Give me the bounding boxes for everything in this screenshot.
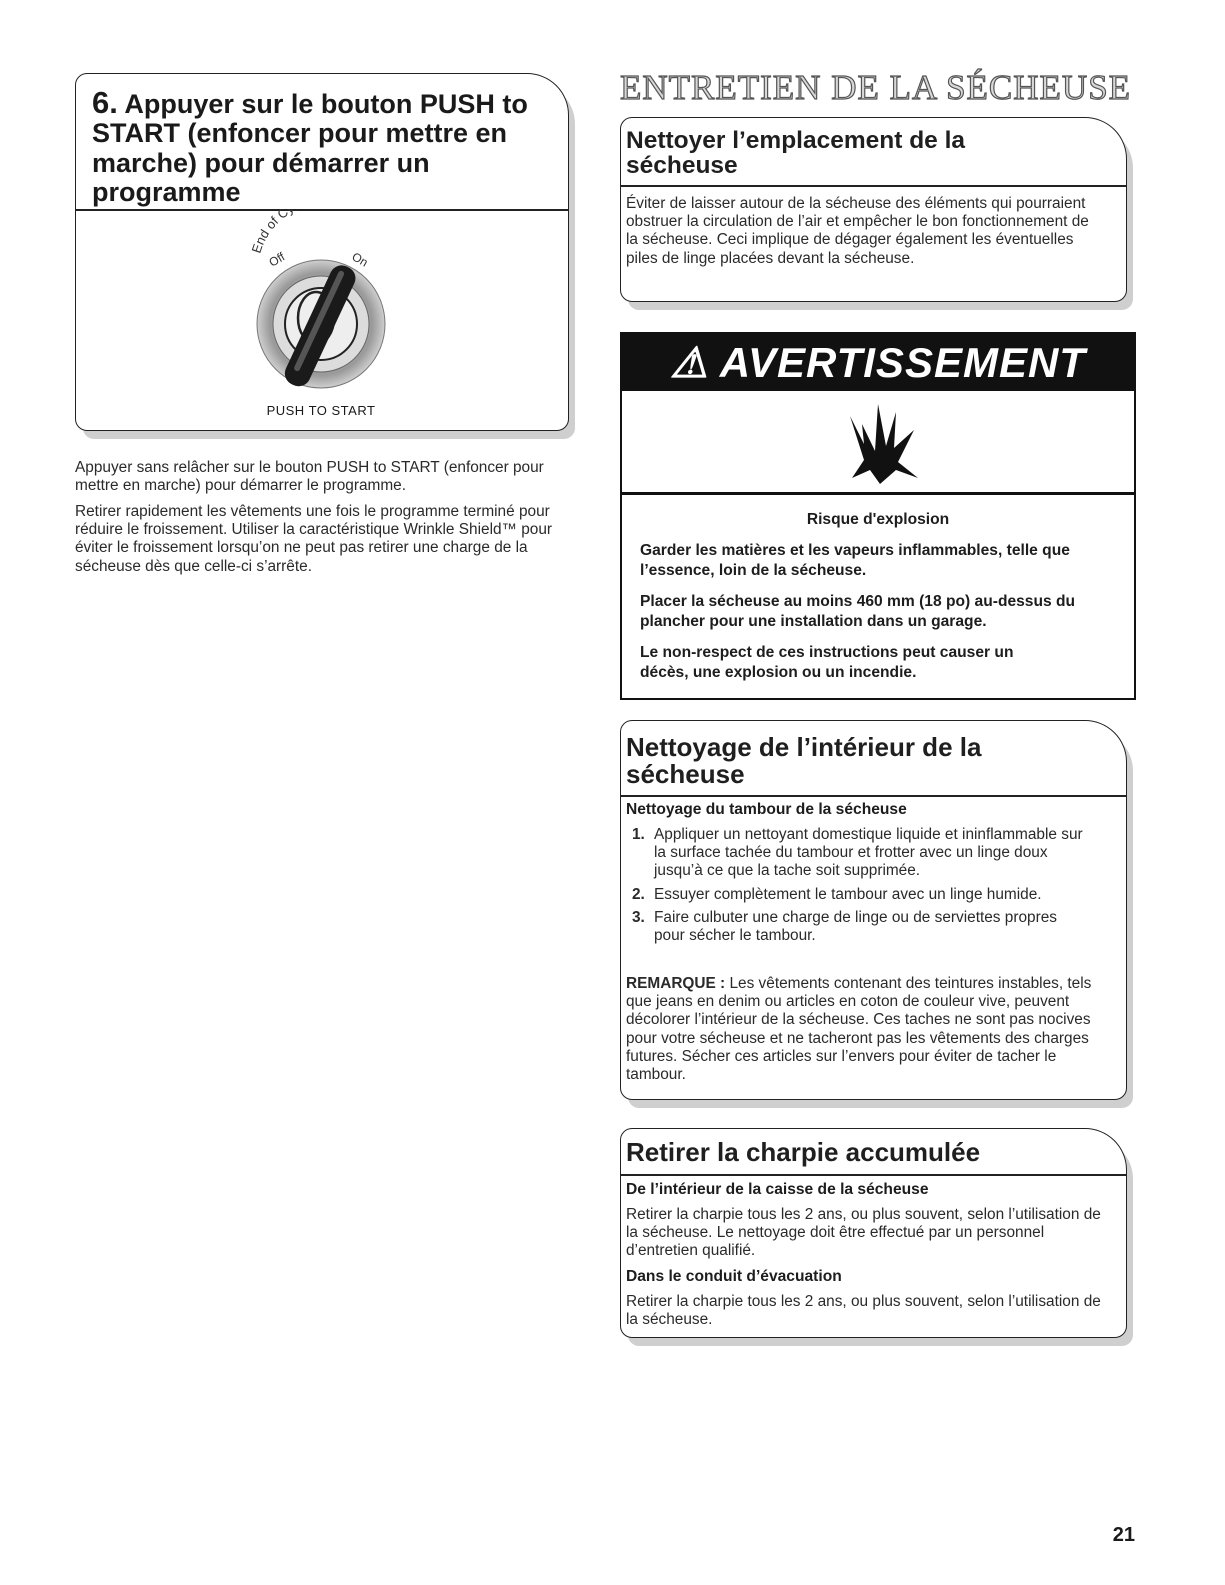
box-location-body: Éviter de laisser autour de la sécheuse des éléments qui pourraient obstruer la circulation de l’air et empêcher le bon fonctionnement de la sécheuse. Ceci implique de dégager également les éventuelles piles de linge placées devant la sécheuse. bbox=[626, 195, 1089, 267]
list-item: 2. Essuyer complètement le tambour avec un linge humide. bbox=[632, 885, 1042, 903]
warning-line-2: Placer la sécheuse au moins 460 mm (18 po) au-dessus du plancher pour une installation dans un garage. bbox=[640, 593, 1076, 631]
svg-text:End of Cycle Signal bbox=[249, 209, 354, 255]
interior-steps-list bbox=[632, 826, 1092, 950]
interior-note bbox=[626, 975, 1096, 1084]
step-6-title bbox=[92, 86, 532, 207]
warning-separator bbox=[622, 492, 1134, 495]
box-lint-subhead-2: Dans le conduit d’évacuation bbox=[626, 1268, 842, 1285]
note-label: REMARQUE : bbox=[626, 975, 726, 992]
dial-illustration bbox=[75, 209, 567, 431]
list-item: 3. Faire culbuter une charge de linge ou de serviettes propres pour sécher le tambour. bbox=[632, 908, 1057, 944]
page-number: 21 bbox=[1112, 1524, 1135, 1546]
box-interior-divider bbox=[620, 795, 1127, 797]
explosion-icon bbox=[842, 396, 922, 486]
warning-line-1: Garder les matières et les vapeurs inflammables, telle que l’essence, loin de la sécheuse. bbox=[640, 542, 1070, 580]
box-lint-text-2: Retirer la charpie tous les 2 ans, ou plus souvent, selon l’utilisation de la sécheuse. bbox=[626, 1293, 1101, 1329]
box-interior-subhead: Nettoyage du tambour de la sécheuse bbox=[626, 801, 907, 818]
box-location-title: Nettoyer l’emplacement de la sécheuse bbox=[626, 127, 966, 180]
warning-title: ⚠ AVERTISSEMENT bbox=[670, 339, 1086, 386]
step-paragraph-2: Retirer rapidement les vêtements une fois le programme terminé pour réduire le froissement. Utiliser la caractéristique Wrinkle Shield™ pour éviter le froissement lorsqu’on ne peut pas retirer une charge de la sécheuse dès que celle-ci s’arrête. bbox=[75, 503, 553, 575]
warning-line-3: Le non-respect de ces instructions peut causer un décès, une explosion ou un incendie. bbox=[640, 644, 1014, 682]
box-lint-text-1: Retirer la charpie tous les 2 ans, ou plus souvent, selon l’utilisation de la sécheuse. Le nettoyage doit être effectué par un personnel d’entretien qualifié. bbox=[626, 1206, 1101, 1260]
box-location-divider bbox=[620, 185, 1127, 187]
step-number: 6. bbox=[92, 85, 118, 120]
warning-subtitle: Risque d'explosion bbox=[806, 511, 950, 528]
dial-arc-label: End of C bbox=[248, 209, 291, 255]
note-text: Les vêtements contenant des teintures instables, tels que jeans en denim ou articles en coton de couleur vive, peuvent décolorer l’intérieur de la sécheuse. Ces taches ne sont pas nocives pour votre sécheuse et ne tacheront pas les vêtements des charges futures. Sécher ces articles sur l’envers pour éviter de tacher le tambour. bbox=[626, 975, 1092, 1083]
box-lint-title: Retirer la charpie accumulée bbox=[626, 1137, 981, 1167]
step-title-text: Appuyer sur le bouton PUSH to START (enfoncer pour mettre en marche) pour démarrer un programme bbox=[92, 89, 528, 207]
warning-panel bbox=[620, 332, 1136, 700]
box-lint-divider bbox=[620, 1174, 1127, 1176]
dial-off-label: Off bbox=[266, 249, 288, 270]
push-to-start-label: PUSH TO START bbox=[266, 403, 376, 418]
step-paragraph-1: Appuyer sans relâcher sur le bouton PUSH to START (enfoncer pour mettre en marche) pour démarrer le programme. bbox=[75, 459, 544, 495]
list-item: 1. Appliquer un nettoyant domestique liquide et ininflammable sur la surface tachée du tambour et frotter avec un linge doux jusqu’à ce que la tache soit supprimée. bbox=[632, 826, 1083, 880]
box-interior-title: Nettoyage de l’intérieur de la sécheuse bbox=[626, 732, 982, 789]
box-lint-subhead-1: De l’intérieur de la caisse de la sécheuse bbox=[626, 1181, 929, 1198]
section-title: ENTRETIEN DE LA SÉCHEUSE bbox=[620, 68, 1132, 107]
dial-on-label: On bbox=[349, 249, 371, 270]
dial-icon bbox=[75, 209, 567, 409]
